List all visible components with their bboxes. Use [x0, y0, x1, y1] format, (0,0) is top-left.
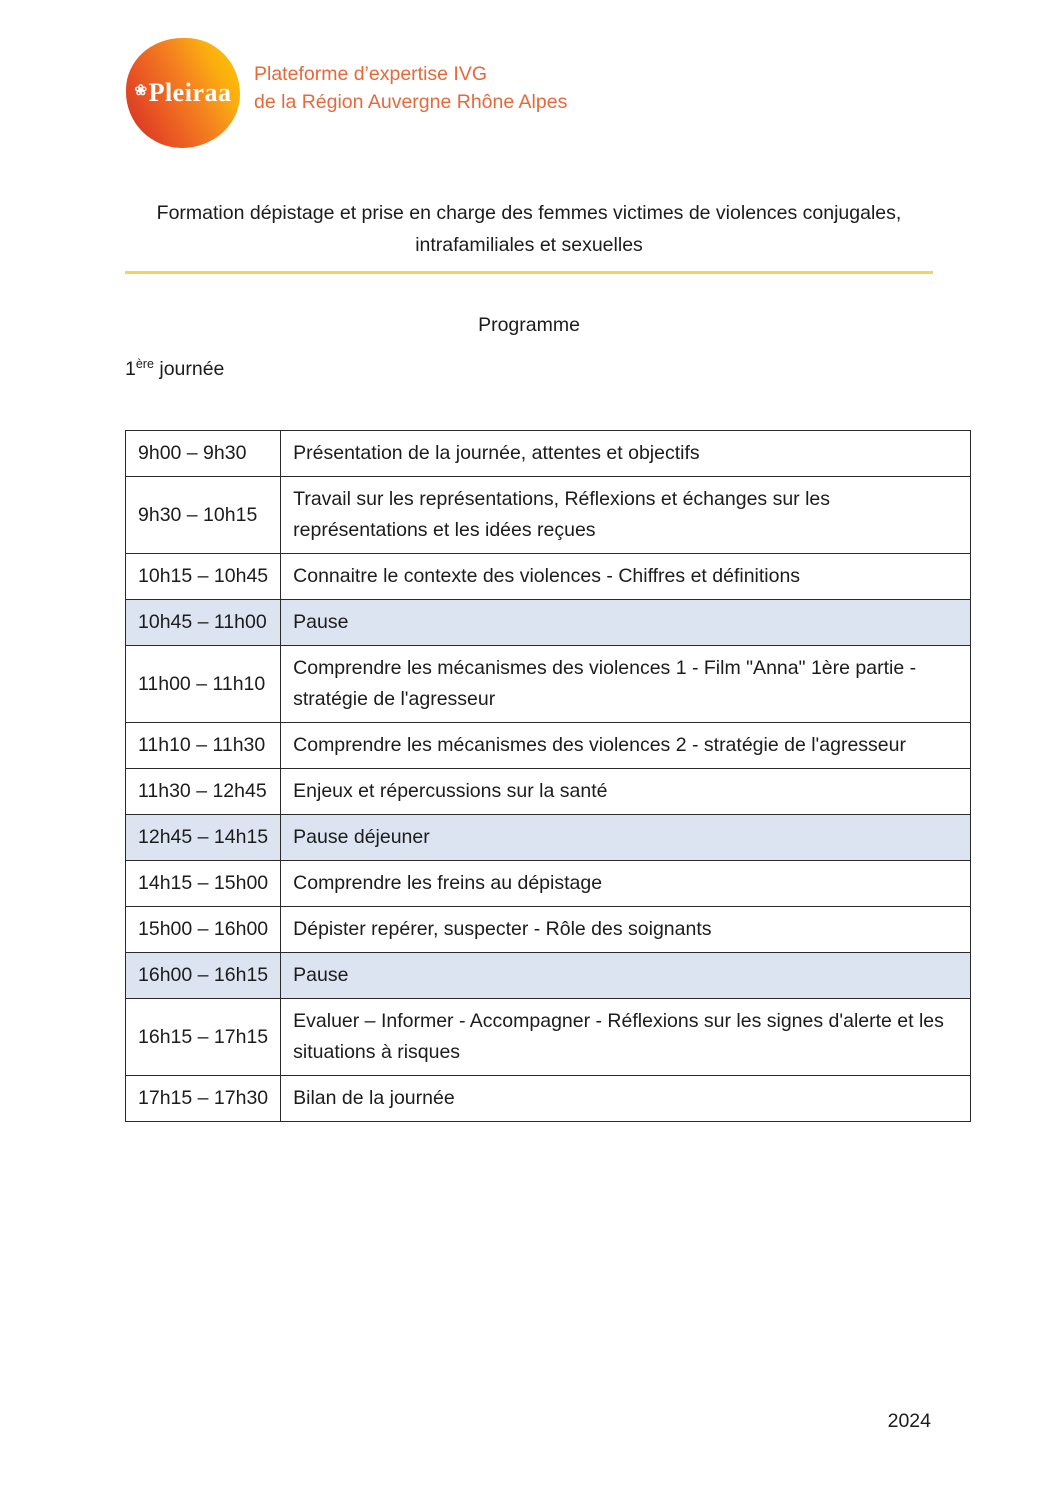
time-cell: 11h30 – 12h45 — [126, 769, 281, 815]
time-cell: 10h45 – 11h00 — [126, 600, 281, 646]
table-row — [126, 769, 971, 815]
activity-cell: Bilan de la journée — [281, 1076, 971, 1122]
time-cell: 11h10 – 11h30 — [126, 723, 281, 769]
activity-cell: Pause déjeuner — [281, 815, 971, 861]
activity-cell: Travail sur les représentations, Réflexions et échanges sur les représentations et les idées reçues — [281, 477, 971, 554]
table-row — [126, 1076, 971, 1122]
table-row — [126, 431, 971, 477]
activity-cell: Comprendre les mécanismes des violences 1 - Film "Anna" 1ère partie - stratégie de l'agresseur — [281, 646, 971, 723]
day-number: 1 — [125, 358, 136, 380]
table-row — [126, 953, 971, 999]
schedule-table-body — [126, 431, 971, 1122]
time-cell: 10h15 – 10h45 — [126, 554, 281, 600]
day-ordinal: ère — [135, 357, 154, 371]
document-title-line1: Formation dépistage et prise en charge des femmes victimes de violences conjugales, — [156, 202, 902, 224]
time-cell: 9h30 – 10h15 — [126, 477, 281, 554]
organization-title — [254, 38, 567, 116]
activity-cell: Présentation de la journée, attentes et objectifs — [281, 431, 971, 477]
activity-cell: Comprendre les freins au dépistage — [281, 861, 971, 907]
activity-cell: Evaluer – Informer - Accompagner - Réflexions sur les signes d'alerte et les situations à risques — [281, 999, 971, 1076]
table-row — [126, 646, 971, 723]
day-heading — [125, 358, 224, 381]
flower-icon: ❀ — [134, 83, 148, 99]
pleiraa-logo — [126, 38, 240, 148]
table-row — [126, 477, 971, 554]
logo-brand-name: Pleiraa — [148, 78, 232, 107]
footer-year: 2024 — [887, 1410, 931, 1432]
time-cell: 17h15 – 17h30 — [126, 1076, 281, 1122]
table-row — [126, 907, 971, 953]
document-title — [0, 197, 1058, 261]
logo-wordmark — [135, 78, 232, 108]
page-header — [126, 38, 567, 148]
activity-cell: Pause — [281, 600, 971, 646]
time-cell: 14h15 – 15h00 — [126, 861, 281, 907]
table-row — [126, 723, 971, 769]
table-row — [126, 554, 971, 600]
day-word: journée — [153, 358, 225, 380]
time-cell: 16h00 – 16h15 — [126, 953, 281, 999]
activity-cell: Connaitre le contexte des violences - Chiffres et définitions — [281, 554, 971, 600]
activity-cell: Pause — [281, 953, 971, 999]
table-row — [126, 815, 971, 861]
organization-title-line2: de la Région Auvergne Rhône Alpes — [254, 91, 568, 113]
divider-line — [125, 271, 933, 274]
activity-cell: Dépister repérer, suspecter - Rôle des soignants — [281, 907, 971, 953]
table-row — [126, 999, 971, 1076]
table-row — [126, 861, 971, 907]
section-title: Programme — [478, 314, 580, 336]
document-title-line2: intrafamiliales et sexuelles — [415, 234, 643, 256]
time-cell: 12h45 – 14h15 — [126, 815, 281, 861]
time-cell: 15h00 – 16h00 — [126, 907, 281, 953]
time-cell: 11h00 – 11h10 — [126, 646, 281, 723]
table-row — [126, 600, 971, 646]
organization-title-line1: Plateforme d’expertise IVG — [254, 63, 488, 85]
schedule-table — [125, 430, 971, 1122]
time-cell: 9h00 – 9h30 — [126, 431, 281, 477]
activity-cell: Enjeux et répercussions sur la santé — [281, 769, 971, 815]
time-cell: 16h15 – 17h15 — [126, 999, 281, 1076]
activity-cell: Comprendre les mécanismes des violences 2 - stratégie de l'agresseur — [281, 723, 971, 769]
